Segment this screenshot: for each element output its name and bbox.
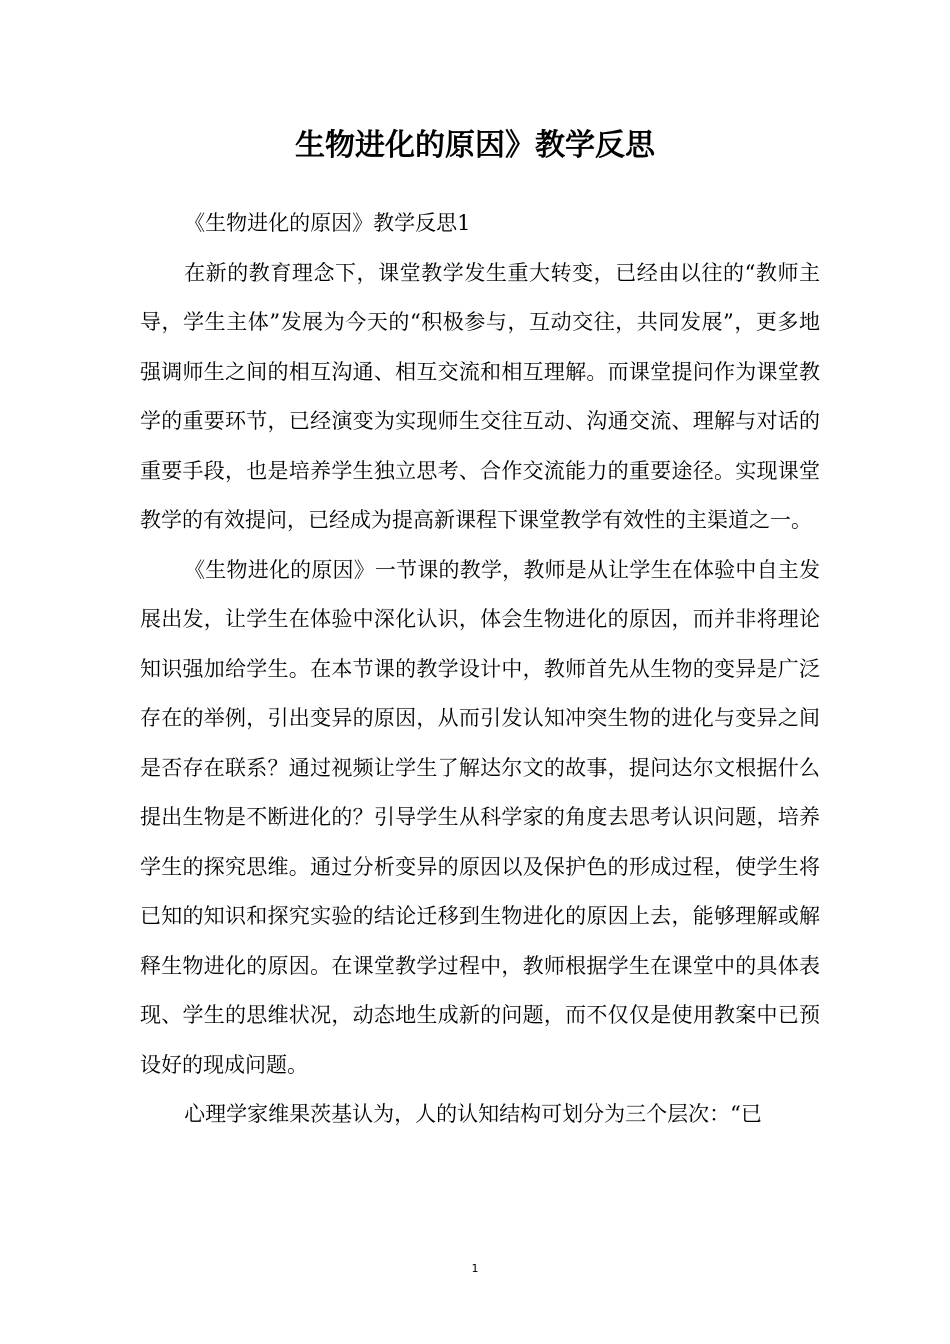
page-title: 生物进化的原因》教学反思 xyxy=(295,128,655,163)
section-heading: 《生物进化的原因》教学反思1 xyxy=(184,211,471,235)
paragraph-1: 在新的教育理念下，课堂教学发生重大转变，已经由以往的“教师主导，学生主体”发展为今天的“积极参与，互动交往，共同发展”，更多地强调师生之间的相互沟通、相互交流和相互理解。而课堂提问作为课堂教学的重要环节，已经演变为实现师生交往互动、沟通交流、理解与对话的重要手段，也是培养学生独立思考、合作交流能力的重要途径。实现课堂教学的有效提问，已经成为提高新课程下课堂教学有效性的主渠道之一。 xyxy=(140,260,820,532)
document-body xyxy=(140,199,820,1140)
page-number: 1 xyxy=(471,1262,479,1275)
paragraph-3: 心理学家维果茨基认为，人的认知结构可划分为三个层次：“已 xyxy=(184,1102,762,1126)
paragraph-2: 《生物进化的原因》一节课的教学，教师是从让学生在体验中自主发展出发，让学生在体验中深化认识，体会生物进化的原因，而并非将理论知识强加给学生。在本节课的教学设计中，教师首先从生物的变异是广泛存在的举例，引出变异的原因，从而引发认知冲突生物的进化与变异之间是否存在联系？通过视频让学生了解达尔文的故事，提问达尔文根据什么提出生物是不断进化的？引导学生从科学家的角度去思考认识问题，培养学生的探究思维。通过分析变异的原因以及保护色的形成过程，使学生将已知的知识和探究实验的结论迁移到生物进化的原因上去，能够理解或解释生物进化的原因。在课堂教学过程中，教师根据学生在课堂中的具体表现、学生的思维状况，动态地生成新的问题，而不仅仅是使用教案中已预设好的现成问题。 xyxy=(140,557,820,1077)
